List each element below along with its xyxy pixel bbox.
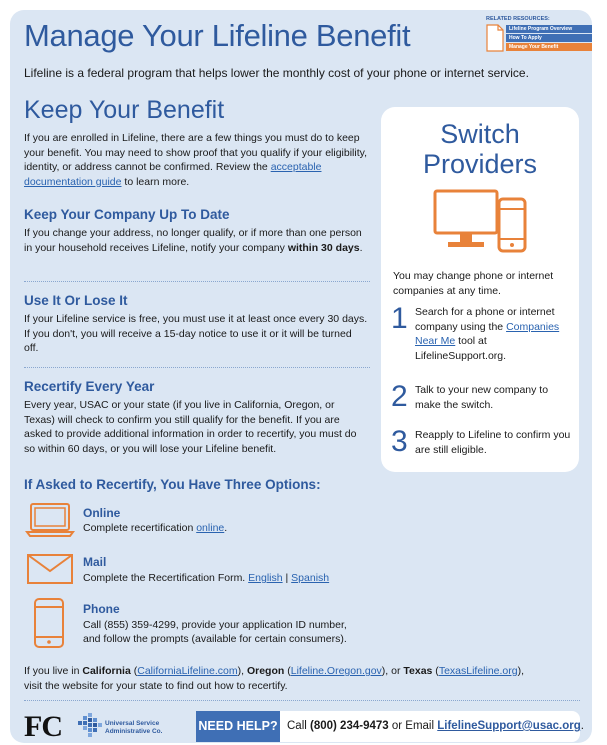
usac-logo-text xyxy=(105,720,162,736)
divider xyxy=(24,281,370,282)
california-link[interactable]: CaliforniaLifeline.com xyxy=(137,665,238,677)
help-end: . xyxy=(580,720,584,732)
state-recertify-text xyxy=(24,664,524,693)
resource-link-manage[interactable]: Manage Your Benefit xyxy=(506,43,592,51)
mail-icon xyxy=(26,553,74,585)
state-text: If you live in xyxy=(24,665,83,677)
spanish-form-link[interactable]: Spanish xyxy=(291,572,330,584)
step-text: Talk to your new company to make the switch. xyxy=(415,384,549,411)
online-text-end: . xyxy=(224,522,228,534)
online-title: Online xyxy=(83,506,121,520)
use-paragraph: If your Lifeline service is free, you must use it at least once every 30 days. If you don't, you will receive a 15-day notice to use it or it will be turned off. xyxy=(24,313,368,354)
step-number: 2 xyxy=(391,380,408,413)
help-contact xyxy=(287,711,584,742)
related-resources-label: RELATED RESOURCES: xyxy=(486,16,550,22)
related-resources xyxy=(484,16,592,56)
keep-text-end: to learn more. xyxy=(121,175,190,188)
phone-text-line1: Call (855) 359-4299, provide your application ID number, xyxy=(83,619,347,631)
divider xyxy=(24,367,370,368)
step-text-start: Search for a phone or internet company using the xyxy=(415,306,555,333)
recertify-paragraph: Every year, USAC or your state (if you live in California, Oregon, or Texas) will check to confirm you still qualify for the benefit. If you are asked to provide additional information in order to recertify, you must do so within 60 days, or you will lose your Lifeline benefit. xyxy=(24,399,357,455)
state-california: California xyxy=(82,665,131,677)
state-line2: visit the website for your state to find out how to recertify. xyxy=(24,679,288,692)
step-number: 3 xyxy=(391,425,408,458)
help-email-link[interactable]: LifelineSupport@usac.org xyxy=(437,720,581,732)
help-or-email: or Email xyxy=(388,720,438,732)
company-text-end: . xyxy=(359,241,363,254)
help-bar xyxy=(196,711,584,742)
state-oregon: Oregon xyxy=(246,665,285,677)
step-text-end: tool at LifelineSupport.org. xyxy=(415,335,507,362)
resource-link-overview[interactable]: Lifeline Program Overview xyxy=(506,25,592,33)
switch-title-line1: Switch xyxy=(440,119,520,149)
company-deadline: within 30 days xyxy=(287,241,360,254)
footer-divider xyxy=(24,700,580,701)
texas-link[interactable]: TexasLifeline.org xyxy=(438,665,518,677)
usac-line1: Universal Service xyxy=(105,720,160,727)
phone-title: Phone xyxy=(83,602,120,616)
documentation-guide-link[interactable]: acceptable documentation guide xyxy=(24,161,322,188)
phone-icon xyxy=(33,597,65,649)
company-heading: Keep Your Company Up To Date xyxy=(24,207,230,222)
laptop-icon xyxy=(26,502,74,538)
devices-icon xyxy=(433,189,529,255)
document-icon xyxy=(486,24,504,52)
phone-text-line2: and follow the prompts (available for certain consumers). xyxy=(83,633,347,645)
company-paragraph xyxy=(24,226,368,255)
usac-logo-icon xyxy=(76,711,104,739)
resource-link-apply[interactable]: How To Apply xyxy=(506,34,592,42)
use-heading: Use It Or Lose It xyxy=(24,293,128,308)
mail-description: Complete the Recertification Form. xyxy=(83,572,249,584)
companies-near-me-link[interactable]: Companies Near Me xyxy=(415,320,560,347)
online-text xyxy=(83,521,227,536)
online-description: Complete recertification xyxy=(83,522,197,534)
switch-providers-card xyxy=(381,107,579,472)
usac-line2: Administrative Co. xyxy=(105,728,163,735)
online-link[interactable]: online xyxy=(196,522,225,534)
switch-title-line2: Providers xyxy=(422,149,538,179)
keep-heading: Keep Your Benefit xyxy=(24,96,225,124)
mail-separator: | xyxy=(282,572,292,584)
fcc-logo: FC xyxy=(24,710,62,743)
step-text: Reapply to Lifeline to confirm you are still eligible. xyxy=(415,429,571,456)
recertify-heading: Recertify Every Year xyxy=(24,379,155,394)
state-texas: Texas xyxy=(403,665,433,677)
keep-paragraph xyxy=(24,131,368,189)
company-text: If you change your address, no longer qualify, or if more than one person in your household receives Lifeline, notify your company xyxy=(24,227,362,254)
switch-subtitle: You may change phone or internet companies at any time. xyxy=(393,270,554,297)
step-text xyxy=(415,305,575,363)
mail-text xyxy=(83,571,329,586)
help-call-label: Call xyxy=(287,720,311,732)
need-help-badge: NEED HELP? xyxy=(196,711,280,742)
page-title: Manage Your Lifeline Benefit xyxy=(24,18,411,53)
step-number: 1 xyxy=(391,302,408,335)
keep-text: If you are enrolled in Lifeline, there are a few things you must do to keep your benefit. You may need to show proof that you qualify if your eligibility, identity, or address cannot be confirmed. Review the xyxy=(24,132,368,173)
oregon-link[interactable]: Lifeline.Oregon.gov xyxy=(290,665,382,677)
mail-title: Mail xyxy=(83,555,107,569)
switch-title xyxy=(381,119,579,179)
help-phone-number[interactable]: (800) 234-9473 xyxy=(310,720,389,732)
options-heading: If Asked to Recertify, You Have Three Options: xyxy=(24,477,321,492)
intro-text: Lifeline is a federal program that helps lower the monthly cost of your phone or internet service. xyxy=(24,66,529,80)
state-line1: If you live in California (CaliforniaLifeline.com), Oregon (Lifeline.Oregon.gov), or Texas (TexasLifeline.org), xyxy=(24,665,525,677)
english-form-link[interactable]: English xyxy=(248,572,283,584)
